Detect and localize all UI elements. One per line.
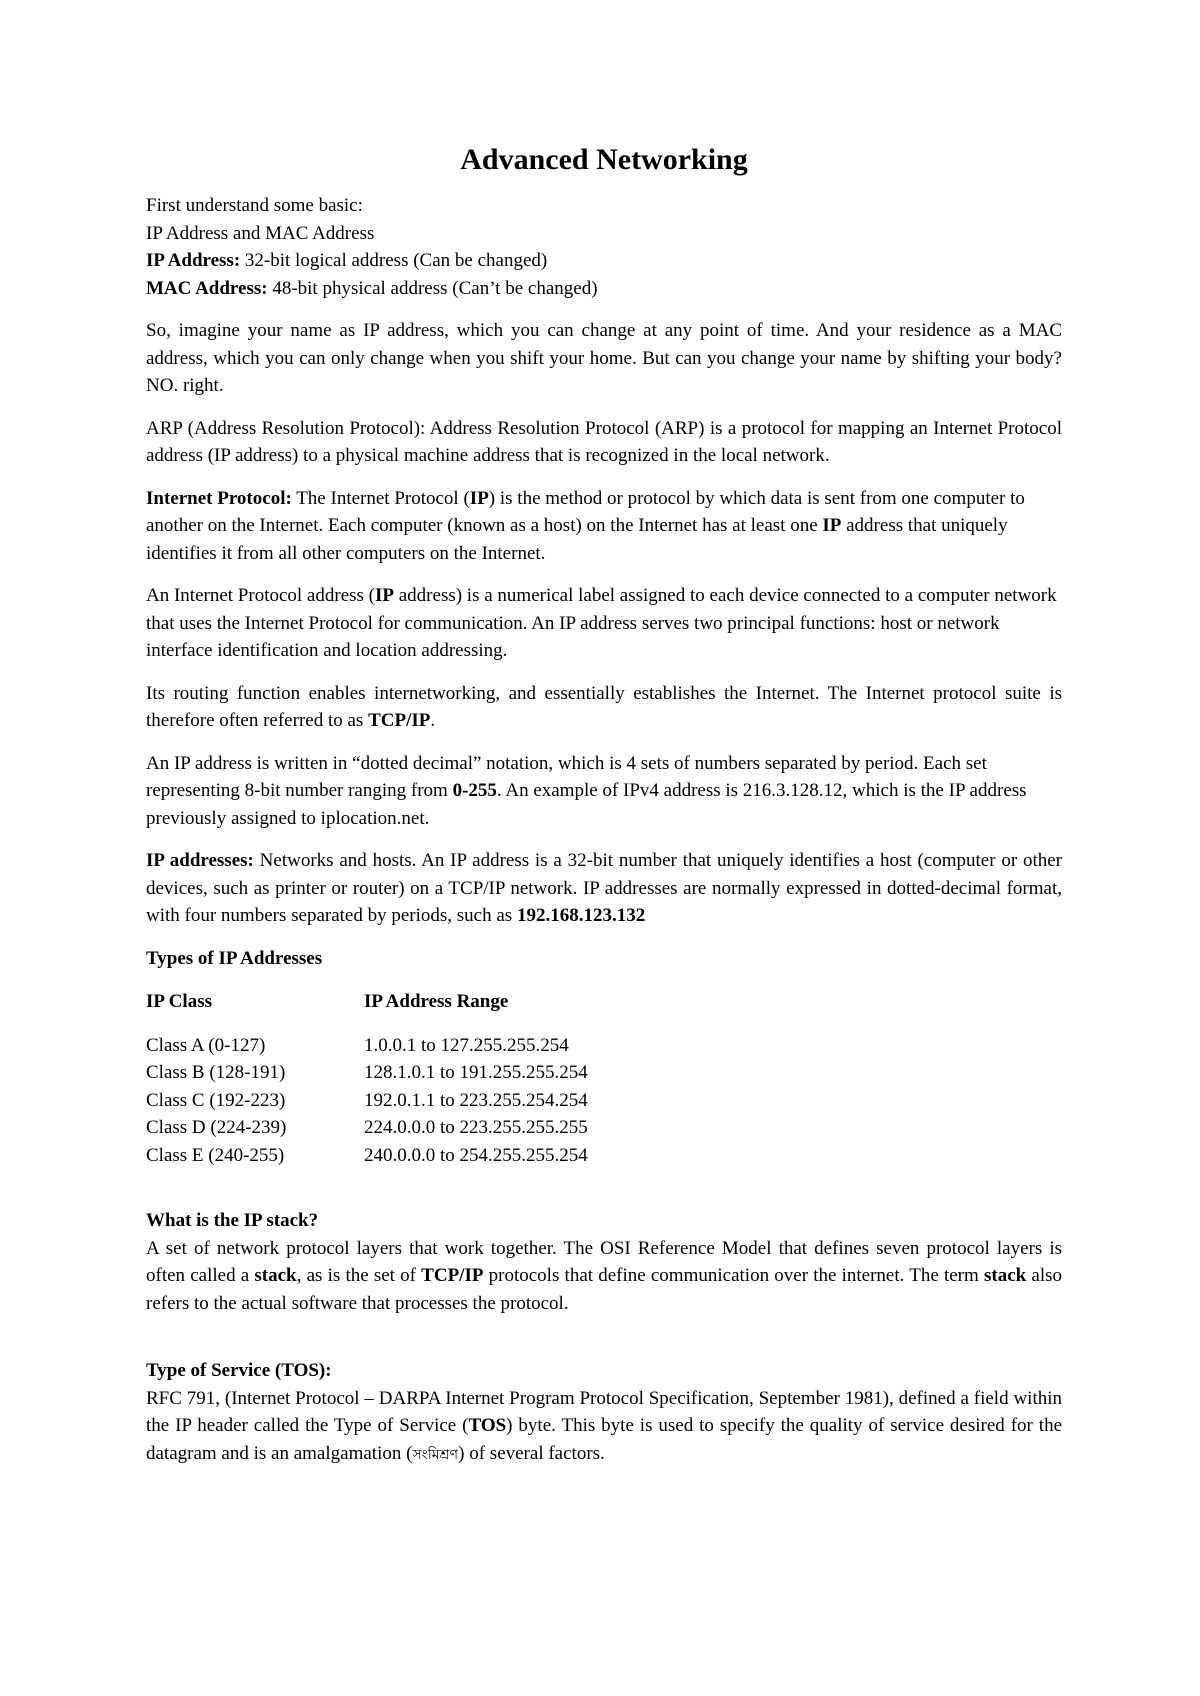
ip-stack-text-2: , as is the set of [296,1265,422,1286]
internet-protocol-text-2: ) is the method or protocol by which data is sent from one computer to another on the Internet. Each computer (known as a host) on the Internet has at least one [146,487,1025,536]
paragraph-arp: ARP (Address Resolution Protocol): Address Resolution Protocol (ARP) is a protocol for mapping an Internet Protocol address (IP address) to a physical machine address that is recognized in the local network. [146,417,1062,466]
paragraph-ip-address [146,582,1062,665]
internet-protocol-text-3: address that uniquely identifies it from all other computers on the Internet. [146,515,1008,564]
paragraph-dotted-decimal [146,750,1062,833]
table-row [146,1142,588,1170]
intro-line-1: First understand some basic: [146,195,363,216]
ip-stack-heading: What is the IP stack? [146,1210,319,1231]
paragraph-ip-stack [146,1235,1062,1318]
internet-protocol-label: Internet Protocol: [146,487,292,509]
paragraph-routing [146,680,1062,735]
paragraph-tos [146,1385,1062,1470]
ip-address-label: IP Address: [146,250,241,271]
ip-address-para-text-1: An Internet Protocol address ( [146,585,375,606]
table-row [146,1087,588,1115]
internet-protocol-bold-2: IP [822,515,842,536]
table-cell-class: Class D (224-239) [146,1117,287,1138]
paragraph-internet-protocol [146,485,1062,568]
page-title: Advanced Networking [460,143,748,176]
ip-stack-bold-3: stack [983,1265,1027,1286]
tos-bold-1: TOS [468,1415,507,1436]
ip-addresses-text-1: Networks and hosts. An IP address is a 32-bit number that uniquely identifies a host (computer or other devices, such as printer or router) on a TCP/IP network. IP addresses are normally expressed in dotted-decimal format, with four numbers separated by periods, such as [146,850,1062,926]
ip-class-table [146,988,588,1169]
table-cell-class: Class A (0-127) [146,1034,266,1056]
table-cell-range: 1.0.0.1 to 127.255.255.254 [364,1034,569,1056]
tos-bengali-word: সংমিশ্রণ [412,1446,459,1463]
table-header-ip-class: IP Class [146,991,212,1012]
table-cell-range: 224.0.0.0 to 223.255.255.255 [364,1117,588,1138]
table-row [146,1032,588,1060]
table-cell-range: 192.0.1.1 to 223.255.254.254 [364,1089,588,1111]
table-cell-range: 240.0.0.0 to 254.255.255.254 [364,1144,588,1166]
ip-addresses-bold-1: 192.168.123.132 [516,905,646,926]
table-cell-class: Class C (192-223) [146,1089,286,1111]
table-header-ip-range: IP Address Range [364,991,509,1012]
tos-heading: Type of Service (TOS): [146,1360,332,1381]
ip-stack-bold-2: TCP/IP [421,1265,484,1286]
routing-text-1: Its routing function enables internetworking, and essentially establishes the Internet. The Internet protocol suite is therefore often referred to as [146,682,1062,731]
ip-stack-text-4: also refers to the actual software that processes the protocol. [146,1265,1062,1314]
ip-address-text: 32-bit logical address (Can be changed) [240,250,548,271]
paragraph-imagine: So, imagine your name as IP address, which you can change at any point of time. And your residence as a MAC address, which you can only change when you shift your home. But can you change your name by shifting your body? NO. right. [146,320,1062,396]
types-heading: Types of IP Addresses [146,947,323,969]
internet-protocol-bold-1: IP [469,487,489,509]
dotted-bold-1: 0-255 [452,780,497,801]
ip-stack-text-3: protocols that define communication over the internet. The term [483,1265,984,1286]
table-row [146,1114,588,1142]
tos-text-1: RFC 791, (Internet Protocol – DARPA Internet Program Protocol Specification, September 1981), defined a field within the IP header called the Type of Service ( [146,1387,1062,1436]
intro-block [146,192,1062,302]
table-header-row [146,988,588,1032]
table-cell-class: Class E (240-255) [146,1144,285,1166]
routing-text-2: . [430,710,436,731]
table-row [146,1059,588,1087]
mac-address-label: MAC Address: [146,277,268,299]
mac-address-text: 48-bit physical address (Can’t be changed) [267,277,598,299]
ip-stack-text-1: A set of network protocol layers that work together. The OSI Reference Model that defines seven protocol layers is often called a [146,1237,1062,1286]
table-cell-class: Class B (128-191) [146,1062,286,1083]
ip-stack-bold-1: stack [254,1265,297,1286]
tos-text-2: ) byte. This byte is used to specify the quality of service desired for the datagram and is an amalgamation ( [146,1415,1063,1464]
internet-protocol-text-1: The Internet Protocol ( [291,487,470,509]
paragraph-ip-addresses [146,847,1062,930]
routing-bold-1: TCP/IP [368,710,431,731]
dotted-text-2: . An example of IPv4 address is 216.3.128.12, which is the IP address previously assigned to iplocation.net. [146,780,1027,829]
intro-line-2: IP Address and MAC Address [146,222,375,244]
tos-text-3: ) of several factors. [458,1442,605,1464]
dotted-text-1: An IP address is written in “dotted decimal” notation, which is 4 sets of numbers separated by period. Each set representing 8-bit number ranging from [146,752,987,801]
ip-addresses-label: IP addresses: [146,850,254,871]
table-cell-range: 128.1.0.1 to 191.255.255.254 [364,1062,588,1083]
document-page [146,140,1062,1484]
ip-address-para-text-2: address) is a numerical label assigned to each device connected to a computer network that uses the Internet Protocol for communication. An IP address serves two principal functions: host or network interface identification and location addressing. [146,585,1057,661]
ip-address-para-bold-1: IP [375,585,394,606]
